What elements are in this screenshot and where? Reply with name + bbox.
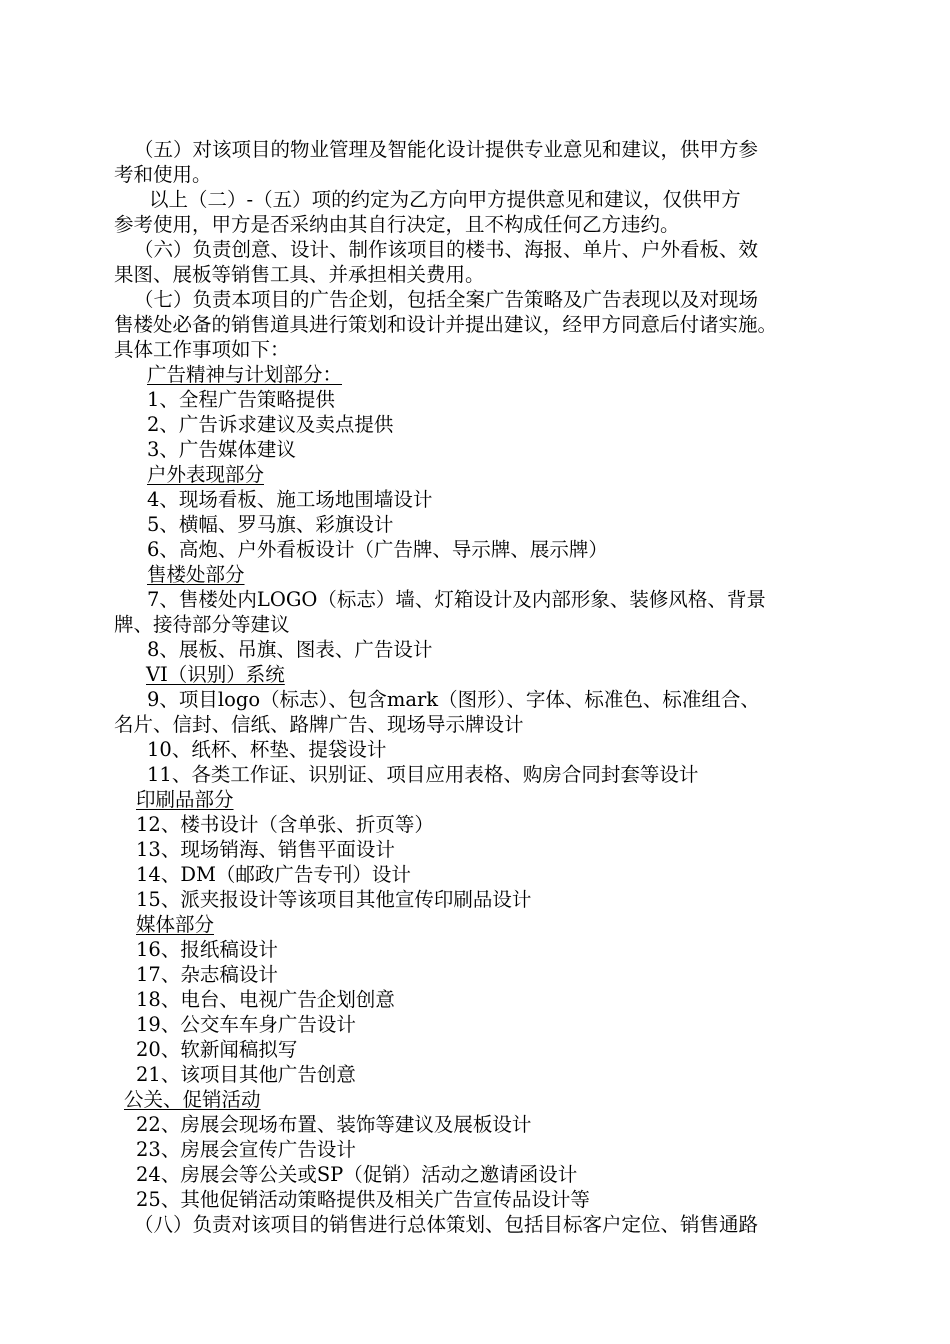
paragraph-line: （七）负责本项目的广告企划，包括全案广告策略及广告表现以及对现场 bbox=[134, 288, 759, 311]
list-item: 20、软新闻稿拟写 bbox=[136, 1038, 298, 1061]
section-heading: VI（识别）系统 bbox=[146, 663, 285, 686]
list-item: 25、其他促销活动策略提供及相关广告宣传品设计等 bbox=[136, 1188, 590, 1211]
list-item: 8、展板、吊旗、图表、广告设计 bbox=[147, 638, 433, 661]
list-item: 10、纸杯、杯垫、提袋设计 bbox=[147, 738, 387, 761]
list-item: 4、现场看板、施工场地围墙设计 bbox=[147, 488, 433, 511]
list-item: 14、DM（邮政广告专刊）设计 bbox=[136, 863, 411, 886]
paragraph-line: （六）负责创意、设计、制作该项目的楼书、海报、单片、户外看板、效 bbox=[134, 238, 759, 261]
section-heading: 售楼处部分 bbox=[147, 563, 245, 586]
list-item-continuation: 牌、接待部分等建议 bbox=[114, 613, 290, 636]
list-item: 2、广告诉求建议及卖点提供 bbox=[147, 413, 394, 436]
list-item: 11、各类工作证、识别证、项目应用表格、购房合同封套等设计 bbox=[147, 763, 699, 786]
paragraph-line: （八）负责对该项目的销售进行总体策划、包括目标客户定位、销售通路 bbox=[134, 1213, 759, 1236]
list-item: 18、电台、电视广告企划创意 bbox=[136, 988, 395, 1011]
paragraph-line: 具体工作事项如下： bbox=[114, 338, 290, 361]
section-heading: 广告精神与计划部分： bbox=[147, 363, 343, 386]
list-item: 19、公交车车身广告设计 bbox=[136, 1013, 356, 1036]
list-item: 3、广告媒体建议 bbox=[147, 438, 296, 461]
list-item: 16、报纸稿设计 bbox=[136, 938, 278, 961]
list-item: 24、房展会等公关或SP（促销）活动之邀请函设计 bbox=[136, 1163, 578, 1186]
list-item-continuation: 名片、信封、信纸、路牌广告、现场导示牌设计 bbox=[114, 713, 524, 736]
list-item: 15、派夹报设计等该项目其他宣传印刷品设计 bbox=[136, 888, 532, 911]
section-heading: 公关、促销活动 bbox=[124, 1088, 261, 1111]
list-item: 7、售楼处内LOGO（标志）墙、灯箱设计及内部形象、装修风格、背景 bbox=[147, 588, 766, 611]
list-item: 22、房展会现场布置、装饰等建议及展板设计 bbox=[136, 1113, 532, 1136]
list-item: 5、横幅、罗马旗、彩旗设计 bbox=[147, 513, 394, 536]
list-item: 23、房展会宣传广告设计 bbox=[136, 1138, 356, 1161]
list-item: 6、高炮、户外看板设计（广告牌、导示牌、展示牌） bbox=[147, 538, 608, 561]
section-heading: 户外表现部分 bbox=[147, 463, 265, 486]
list-item: 17、杂志稿设计 bbox=[136, 963, 278, 986]
list-item: 9、项目logo（标志）、包含mark（图形）、字体、标准色、标准组合、 bbox=[147, 688, 760, 711]
section-heading: 媒体部分 bbox=[136, 913, 215, 936]
paragraph-line: 售楼处必备的销售道具进行策划和设计并提出建议，经甲方同意后付诸实施。 bbox=[114, 313, 778, 336]
list-item: 1、全程广告策略提供 bbox=[147, 388, 335, 411]
paragraph-line: 以上（二）-（五）项的约定为乙方向甲方提供意见和建议，仅供甲方 bbox=[149, 188, 741, 211]
paragraph-line: 参考使用，甲方是否采纳由其自行决定，且不构成任何乙方违约。 bbox=[114, 213, 680, 236]
list-item: 21、该项目其他广告创意 bbox=[136, 1063, 356, 1086]
paragraph-line: 考和使用。 bbox=[114, 163, 212, 186]
list-item: 12、楼书设计（含单张、折页等） bbox=[136, 813, 434, 836]
list-item: 13、现场销海、销售平面设计 bbox=[136, 838, 395, 861]
paragraph-line: 果图、展板等销售工具、并承担相关费用。 bbox=[114, 263, 485, 286]
paragraph-line: （五）对该项目的物业管理及智能化设计提供专业意见和建议，供甲方参 bbox=[134, 138, 759, 161]
section-heading: 印刷品部分 bbox=[136, 788, 234, 811]
